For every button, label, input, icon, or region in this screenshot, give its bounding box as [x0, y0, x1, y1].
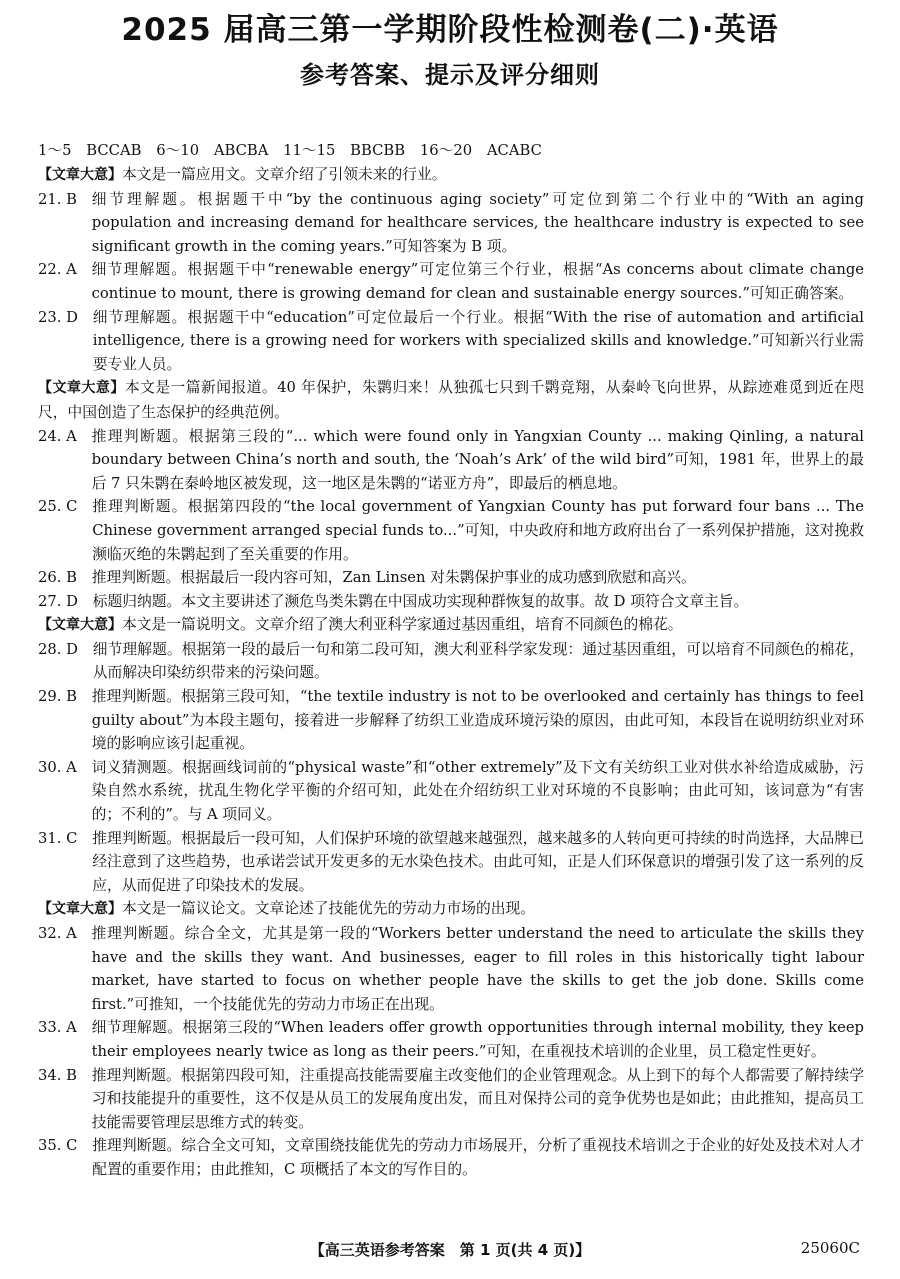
question-explanation	[38, 495, 864, 566]
question-explanation-text: 推理判断题。根据第四段可知，注重提高技能需要雇主改变他们的企业管理观念。从上到下的每个人都需要了解持续学习和技能提升的重要性，这不仅是从员工的发展角度出发，而且对保持公司的竞争优势也是如此；由此推知，提高员工技能需要管理层思维方式的转变。	[91, 1066, 864, 1131]
question-number: 27. D	[38, 592, 93, 610]
summary-text: 本文是一篇应用文。文章介绍了引领未来的行业。	[122, 166, 447, 183]
question-explanation-text: 推理判断题。根据第四段的“the local government of Yangxian County has put forward four bans ... The Chinese government arranged special funds to...”可知，中央政府和地方政府出台了一系列保护措施，这对挽救濒临灭绝的朱鹮起到了至关重要的作用。	[92, 498, 864, 563]
question-explanation	[38, 827, 864, 898]
question-explanation	[38, 1064, 864, 1135]
question-explanation-text: 细节理解题。根据题干中“by the continuous aging society”可定位到第二个行业中的“With an aging population and increasing demand for healthcare services, the healthcare industry is expected to see significant growth in the coming years.”可知答案为 B 项。	[91, 190, 864, 255]
question-explanation	[38, 922, 864, 1016]
question-explanation-text: 推理判断题。根据最后一段内容可知，Zan Linsen 对朱鹮保护事业的成功感到欣慰和高兴。	[91, 569, 696, 587]
question-number: 24. A	[38, 427, 92, 445]
question-explanation	[38, 188, 864, 259]
article-summary	[38, 163, 864, 188]
page-footer	[0, 1239, 900, 1269]
question-explanation-text: 细节理解题。根据第三段的“When leaders offer growth opportunities through internal mobility, they keep their employees nearly twice as long as their peers.”可知，在重视技术培训的企业里，员工稳定性更好。	[91, 1019, 864, 1060]
question-number: 25. C	[38, 498, 93, 516]
question-explanation-text: 推理判断题。根据第三段的“... which were found only in Yangxian County ... making Qinling, a natural boundary between China’s north and south, the ‘Noah’s Ark’ of the wild bird”可知，1981 年，世界上的最后 7 只朱鹮在秦岭地区被发现，这一地区是朱鹮的“诺亚方舟”，即最后的栖息地。	[91, 427, 864, 492]
question-number: 28. D	[38, 640, 93, 658]
question-explanation-text: 推理判断题。综合全文，尤其是第一段的“Workers better understand the need to articulate the skills they have and the skills they want. And businesses, eager to fill roles in this historically tight labour market, have started to focus on whether people have the skills to get the job done. Skills come first.”可推知，一个技能优先的劳动力市场正在出现。	[91, 925, 864, 1013]
question-number: 32. A	[38, 925, 92, 942]
article-summary	[38, 897, 864, 922]
question-explanation	[38, 1134, 864, 1181]
question-explanation	[38, 685, 864, 756]
page-title: 2025 届高三第一学期阶段性检测卷(二)·英语	[121, 12, 779, 48]
question-number: 35. C	[38, 1137, 93, 1155]
question-explanation	[38, 756, 864, 827]
summary-tag: 【文章大意】	[38, 901, 122, 918]
article-summary	[38, 613, 864, 638]
question-explanation	[38, 638, 864, 685]
question-number: 29. B	[38, 688, 92, 706]
summary-tag: 【文章大意】	[38, 617, 122, 634]
summary-tag: 【文章大意】	[38, 380, 125, 397]
article-summary	[38, 376, 864, 424]
question-explanation-text: 词义猜测题。根据画线词前的“physical waste”和“other extremely”及下文有关纺织工业对供水补给造成威胁，污染自然水系统，扰乱生物化学平衡的介绍可知，此处在介绍纺织工业对环境的不良影响；由此可知，该词意为“有害的；不利的”。与 A 项同义。	[91, 758, 864, 824]
question-number: 21. B	[38, 190, 92, 208]
question-number: 34. B	[38, 1066, 92, 1084]
question-number: 31. C	[38, 829, 93, 847]
page-subtitle: 参考答案、提示及评分细则	[300, 61, 600, 89]
question-number: 22. A	[38, 261, 92, 279]
summary-tag: 【文章大意】	[38, 167, 122, 183]
question-explanation-text: 细节理解题。根据题干中“renewable energy”可定位第三个行业，根据“As concerns about climate change continue to mount, there is growing demand for clean and sustainable energy sources.”可知正确答案。	[91, 261, 864, 302]
question-explanation-text: 推理判断题。根据最后一段可知，人们保护环境的欲望越来越强烈，越来越多的人转向更可持续的时尚选择，大品牌已经注意到了这些趋势，也承诺尝试开发更多的无水染色技术。由此可知，正是人们环保意识的增强引发了这一系列的反应，从而促进了印染技术的发展。	[92, 829, 864, 894]
footer-code: 25060C	[800, 1239, 860, 1257]
question-explanation	[38, 306, 864, 377]
question-number: 23. D	[38, 308, 93, 326]
question-number: 26. B	[38, 569, 92, 587]
question-explanation-text: 推理判断题。根据第三段可知，“the textile industry is not to be overlooked and certainly has things to feel guilty about”为本段主题句，接着进一步解释了纺织工业造成环境污染的原因，由此可知，本段旨在说明纺织业对环境的影响应该引起重视。	[91, 688, 864, 753]
question-explanation-text: 标题归纳题。本文主要讲述了濒危鸟类朱鹮在中国成功实现种群恢复的故事。故 D 项符合文章主旨。	[92, 592, 749, 610]
footer-label: 【高三英语参考答案 第 1 页(共 4 页)】	[309, 1241, 591, 1259]
answer-body	[38, 139, 864, 1182]
summary-text: 本文是一篇议论文。文章论述了技能优先的劳动力市场的出现。	[122, 900, 535, 918]
answer-key-line: 1～5 BCCAB 6～10 ABCBA 11～15 BBCBB 16～20 ACABC	[38, 142, 542, 159]
question-explanation	[38, 425, 864, 496]
question-explanation-text: 细节理解题。根据题干中“education”可定位最后一个行业。根据“With the rise of automation and artificial intelligence, there is a growing need for workers with specialized skills and knowledge.”可知新兴行业需要专业人员。	[92, 308, 864, 373]
summary-text: 本文是一篇说明文。文章介绍了澳大利亚科学家通过基因重组，培育不同颜色的棉花。	[122, 616, 683, 634]
summary-text: 本文是一篇新闻报道。40 年保护，朱鹮归来！从独孤七只到千鹮竞翔，从秦岭飞向世界，从踪迹难觅到近在咫尺，中国创造了生态保护的经典范例。	[38, 379, 865, 421]
question-explanation-text: 细节理解题。根据第一段的最后一句和第二段可知，澳大利亚科学家发现：通过基因重组，可以培育不同颜色的棉花，从而解决印染纺织带来的污染问题。	[92, 640, 864, 682]
question-explanation-text: 推理判断题。综合全文可知，文章围绕技能优先的劳动力市场展开，分析了重视技术培训之于企业的好处及技术对人才配置的重要作用；由此推知，C 项概括了本文的写作目的。	[92, 1137, 864, 1178]
question-explanation	[38, 566, 864, 590]
question-explanation	[38, 1016, 864, 1063]
question-number: 30. A	[38, 758, 92, 776]
question-explanation	[38, 258, 864, 305]
question-explanation	[38, 590, 864, 614]
question-number: 33. A	[38, 1019, 92, 1037]
